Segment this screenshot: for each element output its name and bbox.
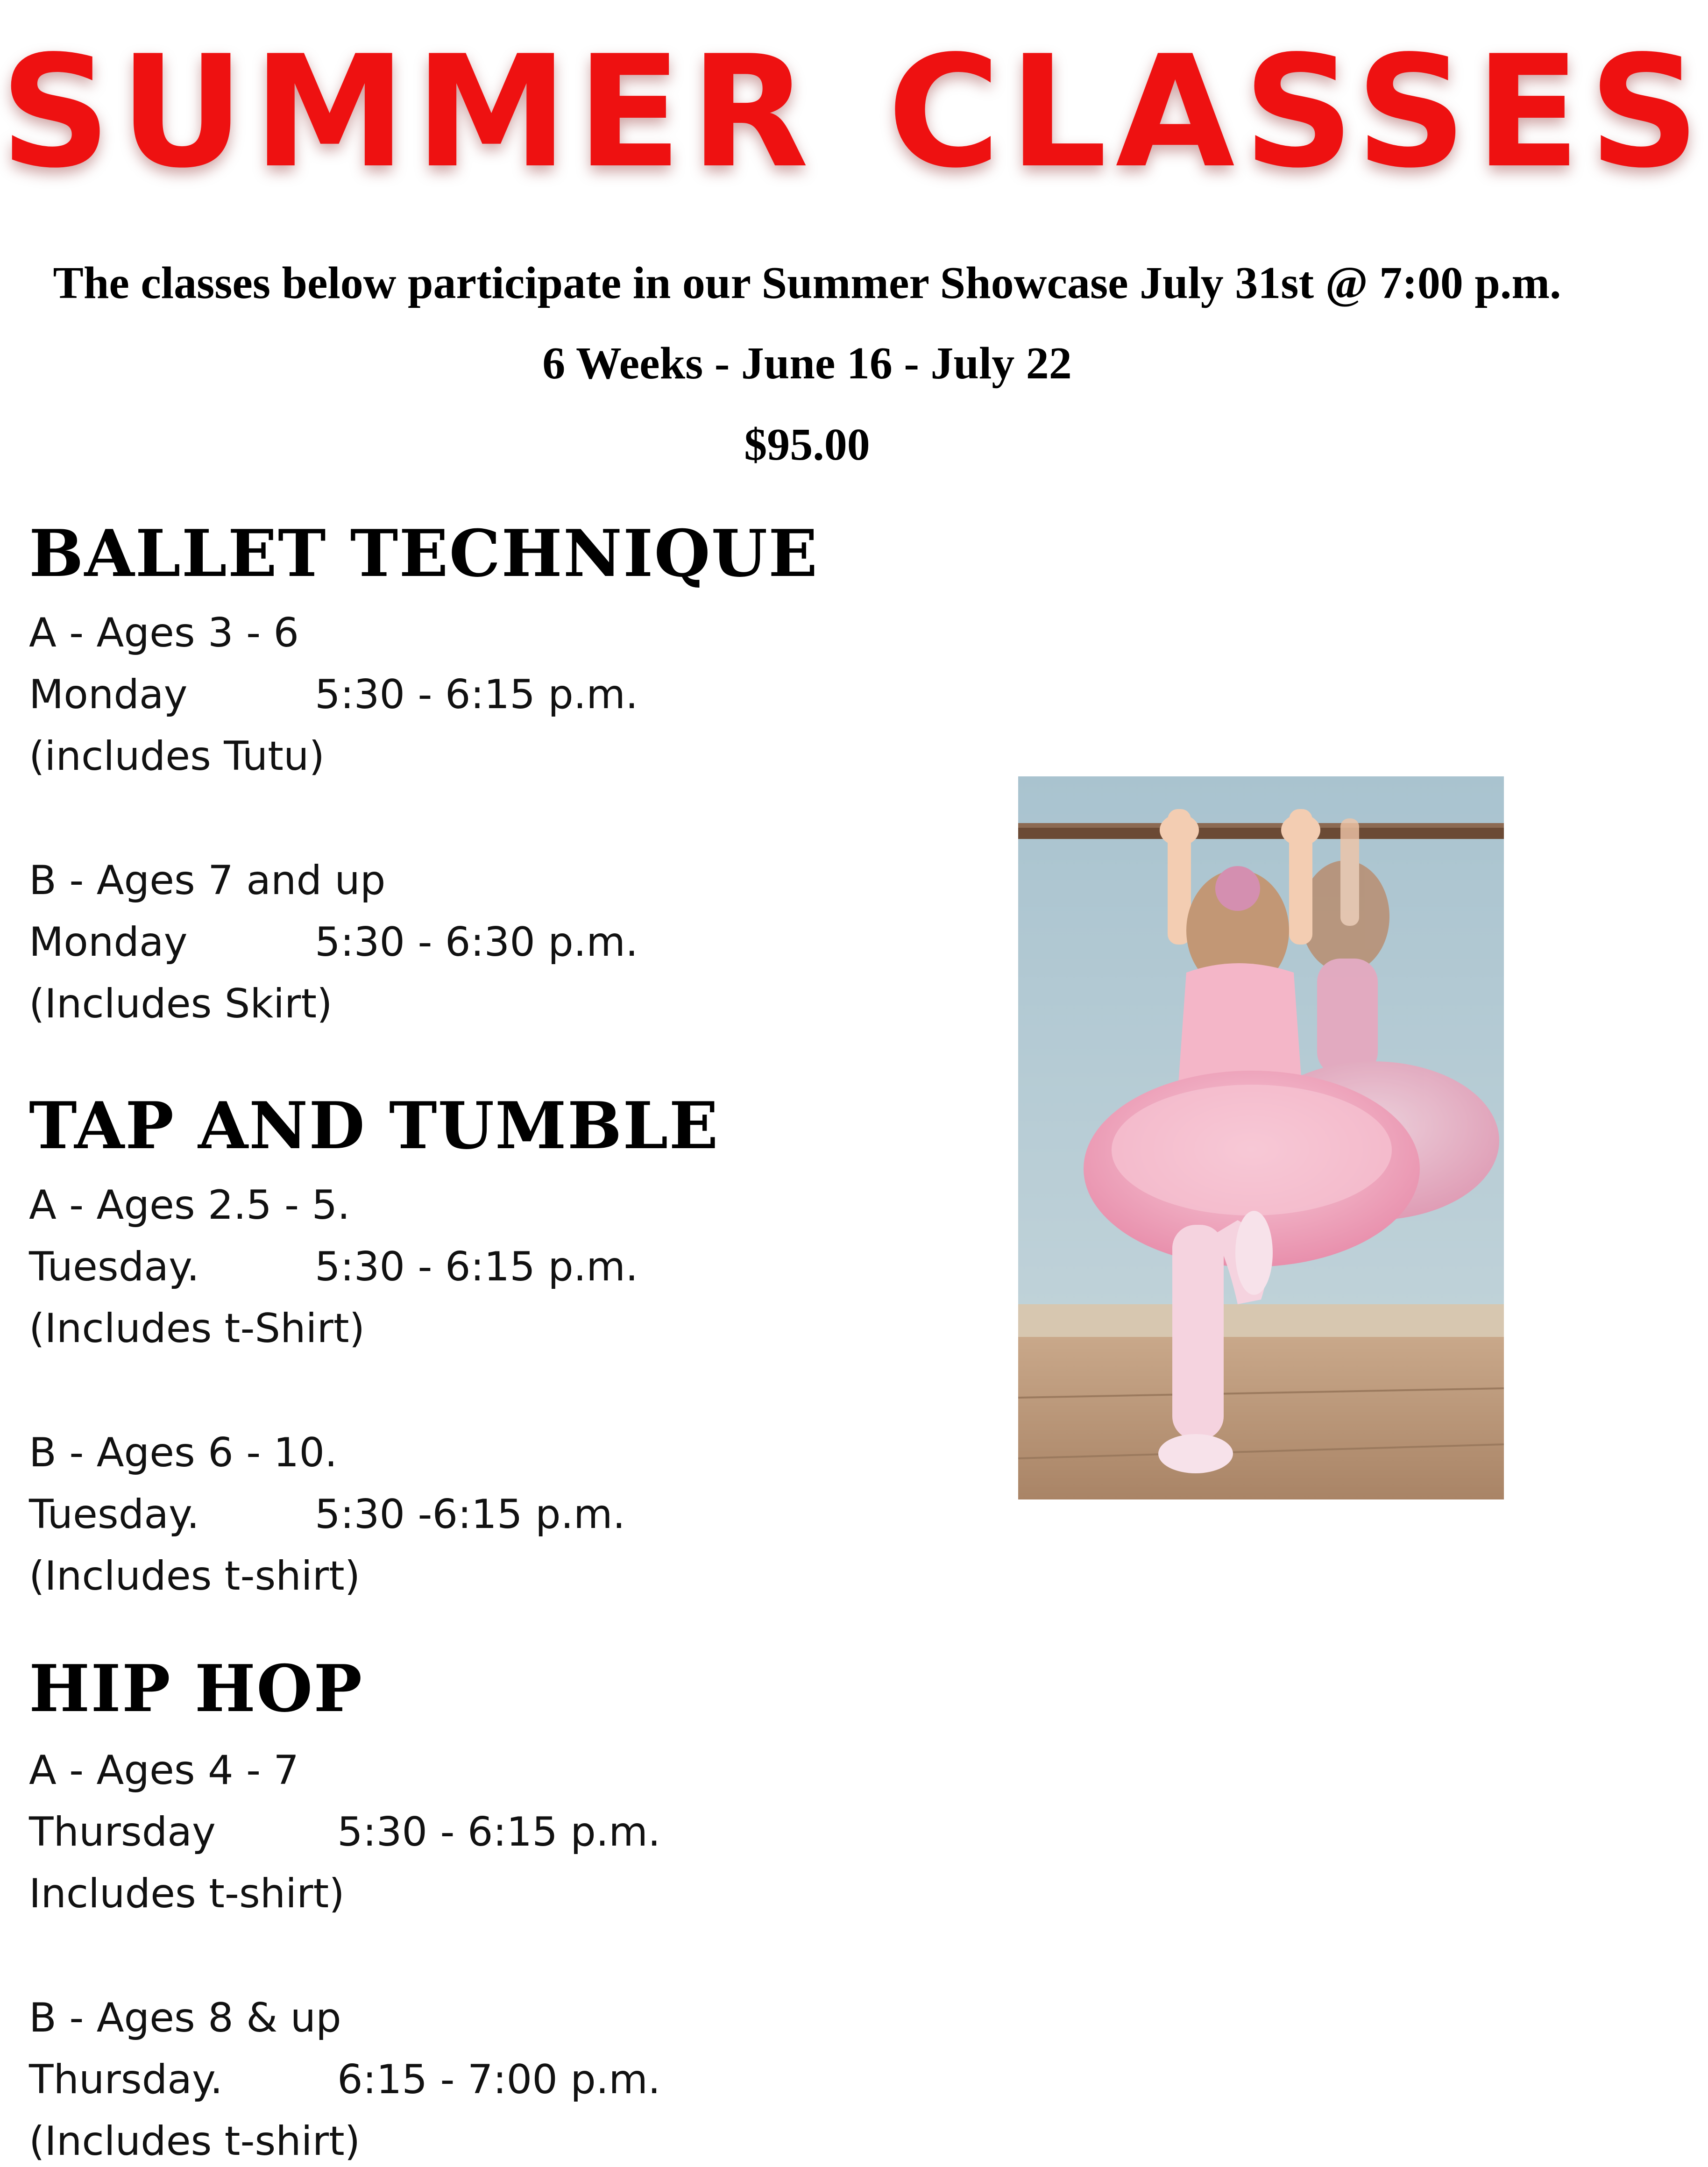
class-includes: (Includes t-shirt) xyxy=(29,1553,361,1599)
class-includes: (Includes t-Shirt) xyxy=(29,1305,365,1352)
session-price: $95.00 xyxy=(744,419,870,470)
class-ages: B - Ages 6 - 10. xyxy=(29,1429,338,1476)
class-day: Thursday. xyxy=(29,2056,223,2103)
class-includes: (Includes Skirt) xyxy=(29,980,333,1027)
class-ages: A - Ages 3 - 6 xyxy=(29,610,299,656)
class-includes: (includes Tutu) xyxy=(29,733,325,780)
class-day: Thursday xyxy=(29,1809,216,1855)
class-ages: B - Ages 8 & up xyxy=(29,1995,341,2041)
class-schedule xyxy=(29,1489,625,1540)
class-time: 5:30 - 6:15 p.m. xyxy=(315,671,638,718)
class-schedule xyxy=(29,1806,661,1858)
class-schedule xyxy=(29,2054,661,2105)
section-heading-tap: TAP AND TUMBLE xyxy=(29,1087,719,1164)
class-day: Tuesday. xyxy=(29,1491,199,1538)
class-time: 5:30 - 6:30 p.m. xyxy=(315,919,638,966)
class-time: 5:30 -6:15 p.m. xyxy=(315,1491,625,1538)
class-time: 5:30 - 6:15 p.m. xyxy=(315,1243,638,1290)
class-ages: A - Ages 2.5 - 5. xyxy=(29,1182,350,1229)
class-day: Tuesday. xyxy=(29,1243,199,1290)
title-summer: SUMMER xyxy=(0,22,817,202)
class-ages: A - Ages 4 - 7 xyxy=(29,1747,299,1794)
class-schedule xyxy=(29,669,638,720)
section-heading-hiphop: HIP HOP xyxy=(29,1650,363,1726)
class-time: 6:15 - 7:00 p.m. xyxy=(337,2056,661,2103)
ballet-girls-photo xyxy=(1018,776,1504,1499)
page-title xyxy=(0,14,1708,210)
title-classes: CLASSES xyxy=(887,22,1708,202)
class-day: Monday xyxy=(29,671,188,718)
class-time: 5:30 - 6:15 p.m. xyxy=(337,1809,661,1855)
showcase-note: The classes below participate in our Summer Showcase July 31st @ 7:00 p.m. xyxy=(53,258,1561,308)
class-day: Monday xyxy=(29,919,188,966)
class-ages: B - Ages 7 and up xyxy=(29,857,386,904)
class-includes: Includes t-shirt) xyxy=(29,1870,345,1917)
class-schedule xyxy=(29,1241,638,1293)
section-heading-ballet: BALLET TECHNIQUE xyxy=(29,515,819,591)
class-includes: (Includes t-shirt) xyxy=(29,2118,361,2165)
class-schedule xyxy=(29,917,638,968)
session-dates: 6 Weeks - June 16 - July 22 xyxy=(542,338,1072,389)
